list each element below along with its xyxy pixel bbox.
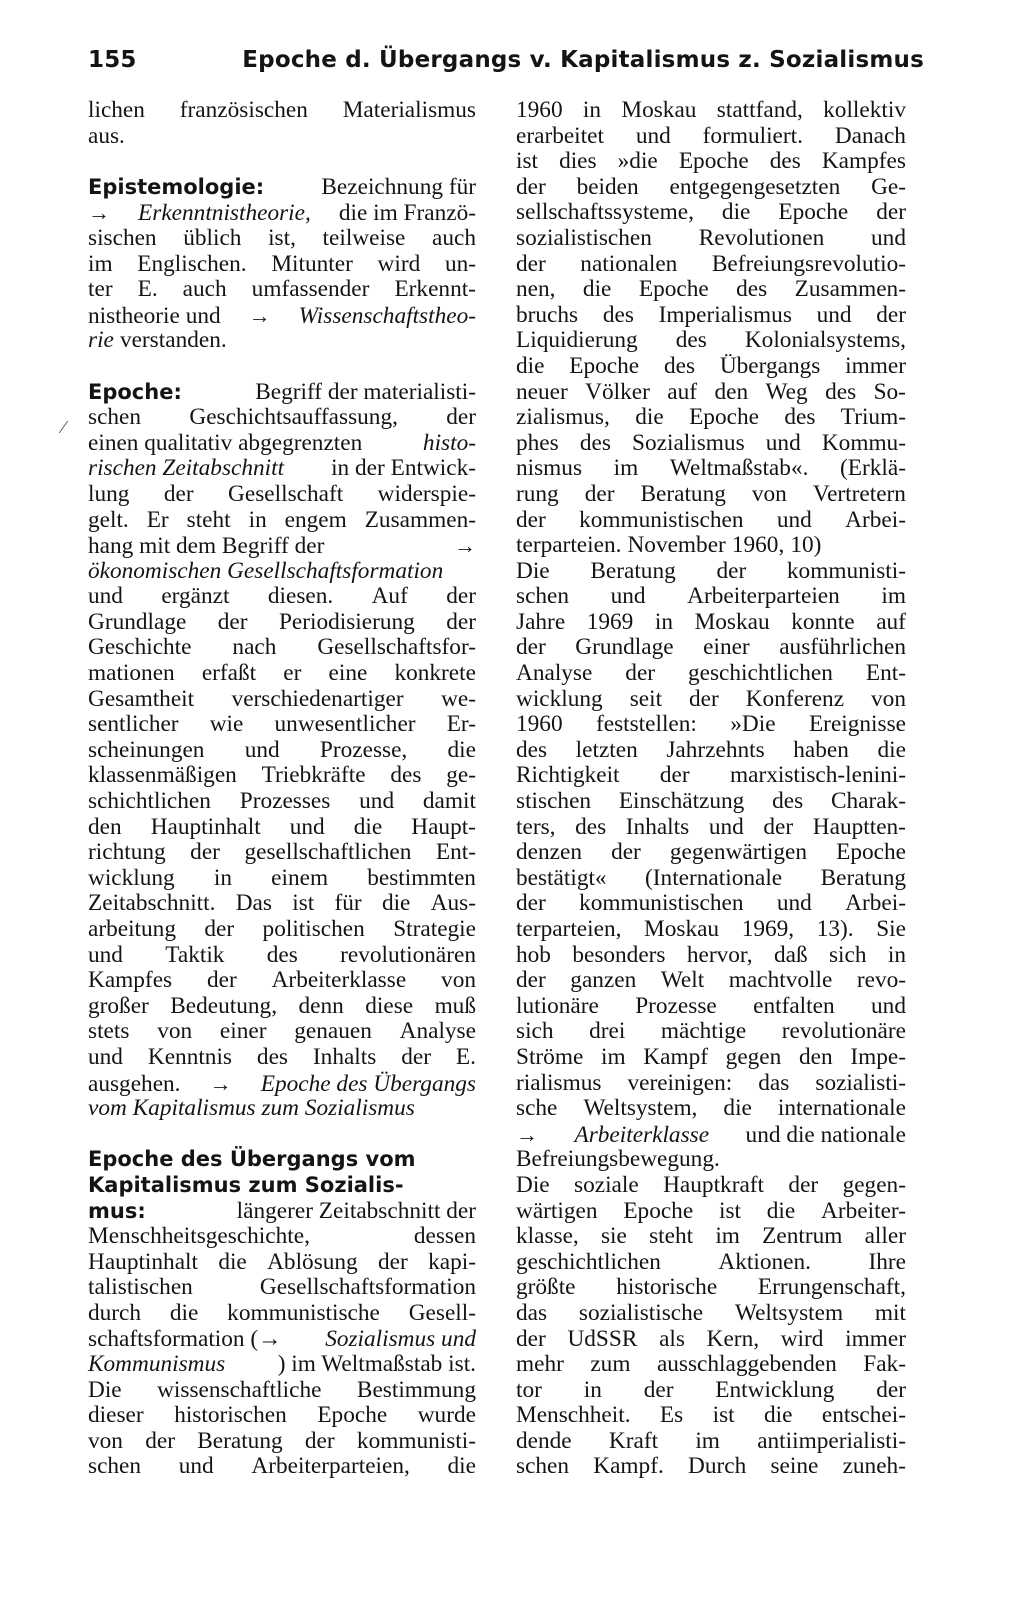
text-line: dende Kraft im antiimperialisti- (516, 1427, 906, 1454)
text-line: lung der Gesellschaft widerspie- (88, 480, 476, 507)
text-line: Menschheit. Es ist die entschei- (516, 1402, 906, 1429)
text-line: schen und Arbeiterparteien im (516, 583, 906, 610)
text-line: der ganzen Welt machtvolle revo- (516, 967, 906, 994)
entry-term: Epistemologie: (88, 174, 265, 199)
paragraph-gap (88, 354, 476, 380)
text-run: ausgehen. (88, 1070, 181, 1097)
cross-reference: Epoche des Übergangs (260, 1070, 476, 1097)
text-line: dieser historischen Epoche wurde (88, 1402, 476, 1429)
cross-reference: ökonomischen Gesellschaftsformation (88, 557, 444, 584)
text-line: den Hauptinhalt und die Haupt- (88, 813, 476, 840)
text-line: der kommunistischen und Arbei- (516, 506, 906, 533)
arrow-icon: → (516, 1121, 538, 1147)
text-line: erarbeitet und formuliert. Danach (516, 122, 906, 149)
text-line: Geschichte nach Gesellschaftsfor- (88, 634, 476, 661)
text-line: sich drei mächtige revolutionäre (516, 1018, 906, 1045)
text-run: die im Franzö- (338, 200, 476, 227)
text-line: und Taktik des revolutionären (88, 941, 476, 968)
text-line: der UdSSR als Kern, wird immer (516, 1325, 906, 1352)
arrow-icon: → (454, 533, 476, 559)
text-line: der kommunistischen und Arbei- (516, 890, 906, 917)
text-run: und die nationale (745, 1121, 906, 1148)
text-line: wicklung in einem bestimmten (88, 864, 476, 891)
cross-reference: Arbeiterklasse (574, 1121, 710, 1148)
text-line: gelt. Er steht in engem Zusammen- (88, 506, 476, 533)
entry-term: Kapitalismus zum Sozialis- (88, 1172, 404, 1197)
text-line (88, 1071, 476, 1097)
text-line: Jahre 1969 in Moskau konnte auf (516, 608, 906, 635)
text-line (88, 533, 476, 559)
text-line: Liquidierung des Kolonialsystems, (516, 327, 906, 354)
text-line: der Grundlage einer ausführlichen (516, 634, 906, 661)
text-line: Befreiungsbewegung. (516, 1146, 720, 1173)
text-line: richtung der gesellschaftlichen Ent- (88, 839, 476, 866)
text-line: Hauptinhalt die Ablösung der kapi- (88, 1248, 476, 1275)
text-line (88, 1173, 476, 1199)
text-line: scheinungen und Prozesse, die (88, 736, 476, 763)
text-line: des letzten Jahrzehnts haben die (516, 736, 906, 763)
text-run: schaftsformation (→ (88, 1325, 282, 1352)
text-line: und ergänzt diesen. Auf der (88, 583, 476, 610)
text-line: terparteien, Moskau 1969, 13). Sie (516, 916, 906, 942)
text-line: lichen französischen Materialismus (88, 97, 476, 123)
text-line: wärtigen Epoche ist die Arbeiter- (516, 1197, 906, 1224)
text-line (88, 175, 476, 201)
cross-reference: Kommunismus (88, 1351, 226, 1378)
text-line: Richtigkeit der marxistisch-lenini- (516, 762, 906, 789)
text-line: hob besonders hervor, daß sich in (516, 941, 906, 968)
text-line: tor in der Entwicklung der (516, 1376, 906, 1403)
cross-reference: rischen Zeitabschnitt (88, 455, 285, 482)
text-line: talistischen Gesellschaftsformation (88, 1274, 476, 1301)
text-line: Die Beratung der kommunisti- (516, 557, 906, 584)
text-run: einen qualitativ abgegrenzten (88, 429, 363, 456)
text-line: 1960 feststellen: »Die Ereignisse (516, 711, 906, 738)
text-line (88, 380, 476, 406)
arrow-icon: → (88, 200, 110, 226)
text-line (88, 1327, 476, 1353)
cross-reference: vom Kapitalismus zum Sozialismus (88, 1095, 415, 1122)
left-text-column (88, 98, 476, 1480)
text-line: der beiden entgegengesetzten Ge- (516, 173, 906, 200)
arrow-icon: → (248, 302, 271, 328)
text-line: Kampfes der Arbeiterklasse von (88, 967, 476, 994)
entry-term: Epoche des Übergangs vom (88, 1147, 416, 1172)
text-line: rung der Beratung von Vertretern (516, 480, 906, 507)
text-line: bestätigt« (Internationale Beratung (516, 864, 906, 891)
text-line: schen Kampf. Durch seine zuneh- (516, 1453, 906, 1480)
text-line: sentlicher wie unwesentlicher Er- (88, 711, 476, 738)
text-line (88, 1147, 476, 1173)
cross-reference: rie (88, 327, 114, 354)
text-run: in der Entwick- (331, 455, 476, 482)
text-line: Zeitabschnitt. Das ist für die Aus- (88, 890, 476, 917)
text-run: längerer Zeitabschnitt der (236, 1197, 476, 1224)
text-run: ) im Weltmaßstab ist. (277, 1351, 476, 1378)
text-line: der nationalen Befreiungsrevolutio- (516, 250, 906, 277)
page-header (88, 47, 924, 81)
text-line (88, 1352, 476, 1378)
text-line: großer Bedeutung, denn diese muß (88, 992, 476, 1019)
text-line: durch die kommunistische Gesell- (88, 1299, 476, 1326)
text-line: ters, des Inhalts und der Hauptten- (516, 813, 906, 840)
text-run: verstanden. (119, 327, 227, 354)
text-line (88, 1199, 476, 1225)
cross-reference: Wissenschaftstheo- (298, 302, 476, 329)
text-line: rialismus vereinigen: das sozialisti- (516, 1069, 906, 1096)
text-line: nismus im Weltmaßstab«. (Erklä- (516, 455, 906, 482)
text-line: zialismus, die Epoche des Trium- (516, 404, 906, 431)
text-line: denzen der gegenwärtigen Epoche (516, 839, 906, 866)
text-line: geschichtlichen Aktionen. Ihre (516, 1248, 906, 1275)
text-line: 1960 in Moskau stattfand, kollektiv (516, 97, 906, 123)
cross-reference: Erkenntnistheorie, (138, 200, 311, 227)
text-line: klassenmäßigen Triebkräfte des ge- (88, 762, 476, 789)
entry-term: mus: (88, 1198, 146, 1223)
text-line: Analyse der geschichtlichen Ent- (516, 660, 906, 687)
text-line: stets von einer genauen Analyse (88, 1018, 476, 1045)
text-line: mationen erfaßt er eine konkrete (88, 660, 476, 687)
text-line (88, 559, 476, 585)
text-run: Begriff der materialisti- (255, 378, 476, 405)
text-line: phes des Sozialismus und Kommu- (516, 429, 906, 456)
text-line: arbeitung der politischen Strategie (88, 916, 476, 942)
text-line (88, 456, 476, 482)
text-line: sischen üblich ist, teilweise auch (88, 224, 476, 251)
text-line (88, 303, 476, 329)
text-run: Bezeichnung für (321, 173, 476, 200)
text-line (88, 431, 476, 457)
text-line: das sozialistische Weltsystem mit (516, 1299, 906, 1326)
page-number: 155 (88, 47, 137, 73)
running-title: Epoche d. Übergangs v. Kapitalismus z. Sozialismus (242, 47, 924, 73)
paragraph-gap (88, 1122, 476, 1148)
text-line: schen Geschichtsauffassung, der (88, 404, 476, 431)
text-line: Die soziale Hauptkraft der gegen- (516, 1171, 906, 1198)
arrow-icon: → (209, 1070, 232, 1096)
text-line: terparteien. November 1960, 10) (516, 532, 822, 559)
text-line: im Englischen. Mitunter wird un- (88, 250, 476, 277)
text-line: Ströme im Kampf gegen den Impe- (516, 1043, 906, 1070)
text-line: größte historische Errungenschaft, (516, 1274, 906, 1301)
text-line: mehr zum ausschlaggebenden Fak- (516, 1351, 906, 1378)
entry-term: Epoche: (88, 379, 182, 404)
text-line: von der Beratung der kommunisti- (88, 1427, 476, 1454)
text-run: hang mit dem Begriff der (88, 533, 325, 560)
text-line: neuer Völker auf den Weg des So- (516, 378, 906, 405)
text-line (88, 328, 476, 354)
text-run: nistheorie und (88, 302, 221, 329)
text-line: Gesamtheit verschiedenartiger we- (88, 685, 476, 712)
text-line: Die wissenschaftliche Bestimmung (88, 1376, 476, 1403)
text-line (516, 1122, 906, 1148)
text-line: wicklung seit der Konferenz von (516, 685, 906, 712)
margin-pencil-mark: ⁄ (62, 417, 66, 437)
text-line: schichtlichen Prozesses und damit (88, 788, 476, 815)
cross-reference: Sozialismus und (325, 1325, 476, 1352)
text-line: bruchs des Imperialismus und der (516, 301, 906, 328)
text-line: sozialistischen Revolutionen und (516, 224, 906, 251)
text-line: aus. (88, 122, 125, 149)
text-line: sche Weltsystem, die internationale (516, 1095, 906, 1122)
text-line: Menschheitsgeschichte, dessen (88, 1223, 476, 1250)
text-line (88, 200, 476, 226)
text-line: klasse, sie steht im Zentrum aller (516, 1223, 906, 1250)
text-line: stischen Einschätzung des Charak- (516, 788, 906, 815)
text-line: nen, die Epoche des Zusammen- (516, 276, 906, 303)
text-line: ist dies »die Epoche des Kampfes (516, 148, 906, 175)
text-line: schen und Arbeiterparteien, die (88, 1453, 476, 1480)
text-line: und Kenntnis des Inhalts der E. (88, 1043, 476, 1070)
text-line: die Epoche des Übergangs immer (516, 352, 906, 379)
text-line: sellschaftssysteme, die Epoche der (516, 199, 906, 226)
text-line: ter E. auch umfassender Erkennt- (88, 276, 476, 303)
text-line: Grundlage der Periodisierung der (88, 608, 476, 635)
text-line: lutionäre Prozesse entfalten und (516, 992, 906, 1019)
text-line (88, 1096, 476, 1122)
cross-reference: histo- (422, 429, 476, 456)
right-text-column (516, 98, 906, 1480)
paragraph-gap (88, 149, 476, 175)
